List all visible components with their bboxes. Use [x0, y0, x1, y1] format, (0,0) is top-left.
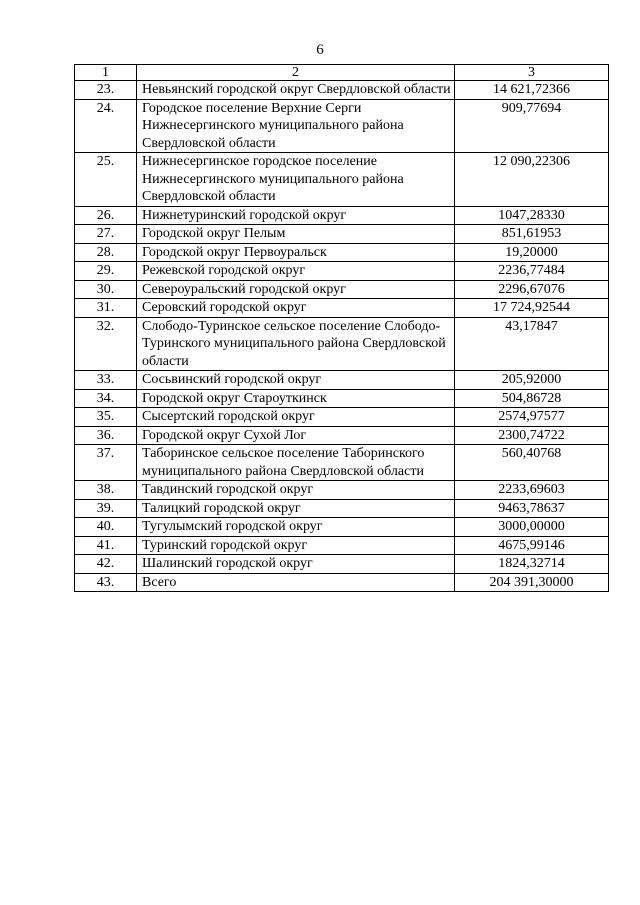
table-row: [75, 536, 609, 555]
table-row: [75, 225, 609, 244]
row-municipality-name: Тавдинский городской округ: [137, 481, 455, 500]
row-municipality-name: Нижнетуринский городской округ: [137, 206, 455, 225]
row-municipality-name: Всего: [137, 573, 455, 592]
row-amount: 909,77694: [455, 99, 609, 153]
table-row: [75, 243, 609, 262]
table-row: [75, 573, 609, 592]
column-header-value: 3: [455, 65, 609, 81]
row-amount: 2574,97577: [455, 408, 609, 427]
row-municipality-name: Серовский городской округ: [137, 299, 455, 318]
table-row: [75, 99, 609, 153]
row-number: 35.: [75, 408, 137, 427]
table-row: [75, 81, 609, 100]
row-number: 38.: [75, 481, 137, 500]
row-amount: 204 391,30000: [455, 573, 609, 592]
row-municipality-name: Режевской городской округ: [137, 262, 455, 281]
row-amount: 2300,74722: [455, 426, 609, 445]
row-amount: 851,61953: [455, 225, 609, 244]
column-header-name: 2: [137, 65, 455, 81]
row-number: 28.: [75, 243, 137, 262]
row-municipality-name: Слободо-Туринское сельское поселение Слободо-Туринского муниципального района Свердловской области: [137, 317, 455, 371]
row-amount: 3000,00000: [455, 518, 609, 537]
row-amount: 560,40768: [455, 445, 609, 481]
row-municipality-name: Шалинский городской округ: [137, 555, 455, 574]
row-amount: 504,86728: [455, 389, 609, 408]
row-amount: 2233,69603: [455, 481, 609, 500]
row-amount: 17 724,92544: [455, 299, 609, 318]
table-header-row: [75, 65, 609, 81]
row-number: 26.: [75, 206, 137, 225]
row-amount: 9463,78637: [455, 499, 609, 518]
row-municipality-name: Невьянский городской округ Свердловской области: [137, 81, 455, 100]
table-row: [75, 153, 609, 207]
row-amount: 1824,32714: [455, 555, 609, 574]
row-amount: 43,17847: [455, 317, 609, 371]
table-row: [75, 389, 609, 408]
table-row: [75, 206, 609, 225]
row-number: 25.: [75, 153, 137, 207]
table-row: [75, 299, 609, 318]
row-number: 36.: [75, 426, 137, 445]
row-number: 31.: [75, 299, 137, 318]
table-row: [75, 317, 609, 371]
row-municipality-name: Североуральский городской округ: [137, 280, 455, 299]
row-number: 42.: [75, 555, 137, 574]
row-municipality-name: Сосьвинский городской округ: [137, 371, 455, 390]
row-municipality-name: Городской округ Первоуральск: [137, 243, 455, 262]
table-row: [75, 408, 609, 427]
row-number: 23.: [75, 81, 137, 100]
table-row: [75, 555, 609, 574]
row-municipality-name: Городской округ Сухой Лог: [137, 426, 455, 445]
table-row: [75, 481, 609, 500]
table-row: [75, 371, 609, 390]
table-row: [75, 518, 609, 537]
row-number: 27.: [75, 225, 137, 244]
row-municipality-name: Городское поселение Верхние Серги Нижнесергинского муниципального района Свердловской области: [137, 99, 455, 153]
row-number: 37.: [75, 445, 137, 481]
row-amount: 1047,28330: [455, 206, 609, 225]
row-municipality-name: Городской округ Пелым: [137, 225, 455, 244]
row-amount: 14 621,72366: [455, 81, 609, 100]
row-municipality-name: Городской округ Староуткинск: [137, 389, 455, 408]
row-number: 43.: [75, 573, 137, 592]
row-amount: 12 090,22306: [455, 153, 609, 207]
row-municipality-name: Туринский городской округ: [137, 536, 455, 555]
row-number: 39.: [75, 499, 137, 518]
page-number: 6: [316, 42, 324, 58]
row-number: 24.: [75, 99, 137, 153]
row-number: 34.: [75, 389, 137, 408]
row-number: 41.: [75, 536, 137, 555]
table-row: [75, 445, 609, 481]
row-amount: 19,20000: [455, 243, 609, 262]
row-number: 32.: [75, 317, 137, 371]
row-number: 30.: [75, 280, 137, 299]
row-municipality-name: Таборинское сельское поселение Таборинского муниципального района Свердловской области: [137, 445, 455, 481]
row-amount: 205,92000: [455, 371, 609, 390]
row-municipality-name: Нижнесергинское городское поселение Нижнесергинского муниципального района Свердловской области: [137, 153, 455, 207]
row-number: 33.: [75, 371, 137, 390]
row-amount: 2296,67076: [455, 280, 609, 299]
column-header-number: 1: [75, 65, 137, 81]
row-number: 29.: [75, 262, 137, 281]
row-amount: 4675,99146: [455, 536, 609, 555]
row-municipality-name: Тугулымский городской округ: [137, 518, 455, 537]
table-row: [75, 262, 609, 281]
row-municipality-name: Талицкий городской округ: [137, 499, 455, 518]
allocation-table: [74, 64, 609, 592]
row-municipality-name: Сысертский городской округ: [137, 408, 455, 427]
table-row: [75, 426, 609, 445]
table-row: [75, 280, 609, 299]
row-number: 40.: [75, 518, 137, 537]
table-row: [75, 499, 609, 518]
row-amount: 2236,77484: [455, 262, 609, 281]
